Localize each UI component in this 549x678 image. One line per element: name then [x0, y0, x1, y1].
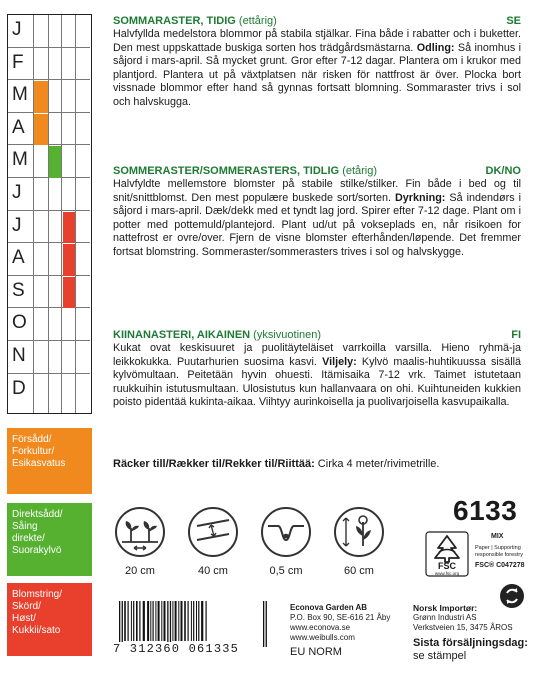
section-title-suffix: (yksivuotinen): [253, 329, 322, 341]
fsc-label: FSC: [438, 561, 456, 571]
sowing-depth-value: 0,5 cm: [269, 565, 303, 577]
calendar-month-row: [8, 374, 90, 407]
month-letter: A: [12, 247, 25, 269]
calendar-bar-sow-indoors: [34, 81, 48, 113]
section-title: SOMMERASTER/SOMMERASTERS, TIDLIG: [113, 165, 340, 177]
barcode-bar: [172, 601, 173, 641]
barcode-bar: [175, 601, 177, 641]
calendar-bar-bloom: [63, 212, 75, 244]
calendar-bar-bloom: [63, 277, 75, 309]
barcode-bar: [184, 601, 186, 641]
cultivation-text: Så inomhus i såjord i mars-april. Så mycket grunt. Gror efter 7-12 dagar. Plantera om i krukor med plantjord. Plantera ut på växtplatsen när risken för nattfrost är över. Plocka bort vissnade blommor efter hand så gynnas fortsatt blomning. Sommaraster trivs i sol och halvskugga.: [113, 41, 521, 108]
month-letter: D: [12, 377, 26, 399]
month-letter: S: [12, 279, 25, 301]
barcode-bar: [122, 601, 123, 647]
section-body: [113, 342, 521, 410]
importer-title: Norsk Importør:: [413, 603, 478, 613]
calendar-column-divider: [61, 15, 62, 413]
importer-address: Verkstveien 15, 3475 ÅROS: [413, 623, 513, 632]
cultivation-label: Dyrkning:: [395, 191, 446, 204]
barcode-bar: [178, 601, 179, 641]
plant-spacing-value: 20 cm: [125, 565, 155, 577]
barcode-bar: [161, 601, 162, 641]
legend-line: Esikasvatus: [12, 458, 66, 469]
description-text: Halvfyldte mellemstore blomster på stabile stilke/stilker. Fin både i bed og til snit/snittblomst. Den mest populære buskede sort/sorten.: [113, 178, 521, 204]
fsc-mix: MIX: [491, 533, 504, 540]
barcode-bar: [143, 601, 145, 641]
language-code: FI: [511, 329, 521, 341]
section-heading: [113, 164, 521, 178]
calendar-month-row: [8, 211, 90, 244]
barcode-number: 7 312360 061335: [113, 642, 240, 656]
calendar-month-row: [8, 48, 90, 81]
last-sale-day: [413, 637, 528, 662]
section-title: KIINANASTERI, AIKAINEN: [113, 329, 251, 341]
language-code: SE: [506, 15, 521, 27]
row-spacing-value: 40 cm: [198, 565, 228, 577]
importer-name: Grønn Industri AS: [413, 613, 477, 622]
importer-info: [413, 603, 513, 633]
company-website: www.weibulls.com: [290, 633, 355, 642]
section-title-suffix: (ettårig): [238, 15, 277, 27]
plant-spacing-icon: [114, 506, 166, 558]
legend-sow-indoors: [7, 428, 92, 494]
cultivation-text: Så indendørs i såjord i mars-april. Dæk/dekk med et tyndt lag jord. Spirer efter 7-12 dage. Plant om i potter med pottemuld/plantejord. Plant ud/ut på vokseplads en, når risikoen for nattefrost er ovre/over. Fjern de visne blomster efterhånden/løpende. Det fremmer fortsat blomstring. Sommeraster/sommerasters trives i sol og halvskygge.: [113, 191, 521, 258]
coverage-label: Räcker till/Rækker til/Rekker til/Riittää:: [113, 458, 315, 470]
coverage-value: Cirka 4 meter/rivimetrille.: [314, 458, 440, 470]
legend-bloom: [7, 583, 92, 656]
barcode-bar: [136, 601, 138, 641]
barcode-bar: [198, 601, 199, 641]
cultivation-label: Odling:: [416, 41, 455, 54]
barcode-bar: [131, 601, 132, 641]
description-text: Kukat ovat keskisuuret ja puolitäyteläiset varrkoilla varsilla. Hieno ryhmä-ja leikkokukka. Puutarhurien suosima kasvi.: [113, 342, 521, 368]
barcode-bar: [164, 601, 166, 641]
calendar-month-row: [8, 113, 90, 146]
company-info: [290, 603, 390, 643]
barcode-bar: [155, 601, 156, 641]
section-heading: [113, 14, 521, 28]
last-sale-day-value: se stämpel: [413, 649, 467, 662]
calendar-column-divider: [75, 15, 76, 413]
month-letter: J: [12, 19, 22, 40]
last-sale-day-label: Sista försäljningsdag:: [413, 637, 528, 649]
legend-line: Suorakylvö: [12, 545, 62, 556]
calendar-column-divider: [33, 15, 34, 413]
row-spacing-icon: [187, 506, 239, 558]
calendar-bar-bloom: [63, 244, 75, 276]
description-text: Halvfyllda medelstora blommor på stabila stjälkar. Fina både i rabatter och i buketter. Den mest uppskattade buskiga sorten hos trädgårdsmästarna.: [113, 28, 521, 54]
calendar-month-row: [8, 178, 90, 211]
cultivation-text: Kylvö maalis-huhtikuussa sisällä kylvömultaan. Peitetään hyvin ohuesti. Itämisaika 7-12 vrk. Taimet istutetaan ruukkuihin istutusmultaan. Ulosistutus kun hallanvaara on ohi. Kuihtuneiden kukkien poisto pidentää kukinta-aikaa. Viihtyy aurinkoisella ja puolivarjoisella kasvupaikalla.: [113, 355, 521, 409]
company-name: Econova Garden AB: [290, 603, 368, 612]
fsc-site: www.fsc.org: [434, 571, 460, 576]
fsc-desc-2: responsible forestry: [475, 552, 523, 558]
barcode-bar: [153, 601, 154, 641]
legend-line: Høst/: [12, 613, 36, 624]
fsc-desc-1: Paper | Supporting: [475, 545, 521, 551]
company-website: www.econova.se: [290, 623, 351, 632]
section-finnish: [113, 328, 521, 410]
sowing-depth-icon: [260, 506, 312, 558]
month-letter: M: [12, 149, 28, 171]
eu-norm-label: EU NORM: [290, 646, 342, 658]
calendar-bar-direct-sow: [49, 146, 61, 178]
barcode-bar: [119, 601, 120, 647]
calendar-month-row: [8, 276, 90, 309]
legend-line: Försådd/: [12, 434, 52, 445]
barcode-bar: [170, 601, 171, 647]
barcode-bar: [158, 601, 160, 641]
barcode-bar: [181, 601, 183, 641]
barcode-bar: [191, 601, 192, 641]
calendar-month-row: [8, 243, 90, 276]
month-letter: M: [12, 84, 28, 106]
calendar-bar-sow-indoors: [34, 114, 48, 146]
section-body: [113, 28, 521, 110]
cultivation-label: Viljely:: [322, 355, 357, 368]
section-swedish: [113, 14, 521, 110]
section-title-suffix: (etårig): [342, 165, 378, 177]
legend-line: Forkultur/: [12, 446, 55, 457]
calendar-month-row: [8, 308, 90, 341]
section-danish-norwegian: [113, 164, 521, 260]
barcode-bar: [139, 601, 140, 641]
legend-line: Direktsådd/: [12, 509, 63, 520]
legend-line: Skörd/: [12, 601, 41, 612]
barcode-bar: [133, 601, 134, 641]
barcode-bar: [147, 601, 149, 641]
legend-direct-sow: [7, 503, 92, 576]
plant-height-value: 60 cm: [344, 565, 374, 577]
fsc-certification: [425, 531, 537, 579]
calendar-month-row: [8, 341, 90, 374]
barcode-bar: [128, 601, 129, 641]
section-title: SOMMARASTER, TIDIG: [113, 15, 236, 27]
barcode-bar: [150, 601, 151, 641]
section-body: [113, 178, 521, 260]
month-letter: F: [12, 51, 24, 73]
sowing-calendar: [7, 14, 92, 414]
barcode-bar: [266, 601, 267, 647]
barcode-bar: [124, 601, 126, 641]
language-code: DK/NO: [485, 165, 521, 177]
barcode-bar: [196, 601, 197, 641]
calendar-month-row: [8, 80, 90, 113]
legend-line: Blomstring/: [12, 589, 63, 600]
calendar-month-row: [8, 15, 90, 48]
legend-line: direkte/: [12, 533, 45, 544]
barcode-bar: [188, 601, 189, 641]
section-heading: [113, 328, 521, 342]
product-number: 6133: [453, 495, 518, 526]
month-letter: N: [12, 345, 26, 366]
month-letter: O: [12, 312, 27, 334]
legend-line: Kukkii/sato: [12, 625, 61, 636]
barcode-bar: [193, 601, 194, 641]
barcode-bar: [167, 601, 168, 647]
coverage-line: [113, 458, 439, 470]
company-address: P.O. Box 90, SE-616 21 Åby: [290, 613, 391, 622]
recycle-icon: [499, 583, 525, 609]
month-letter: J: [12, 214, 22, 236]
legend-line: Såing: [12, 521, 38, 532]
month-letter: A: [12, 116, 25, 138]
calendar-column-divider: [48, 15, 49, 413]
barcode-bar: [206, 601, 207, 641]
plant-height-icon: [333, 506, 385, 558]
barcode-bar: [201, 601, 203, 641]
month-letter: J: [12, 182, 22, 203]
barcode-bar: [263, 601, 264, 647]
fsc-license: FSC® C047278: [475, 562, 525, 569]
